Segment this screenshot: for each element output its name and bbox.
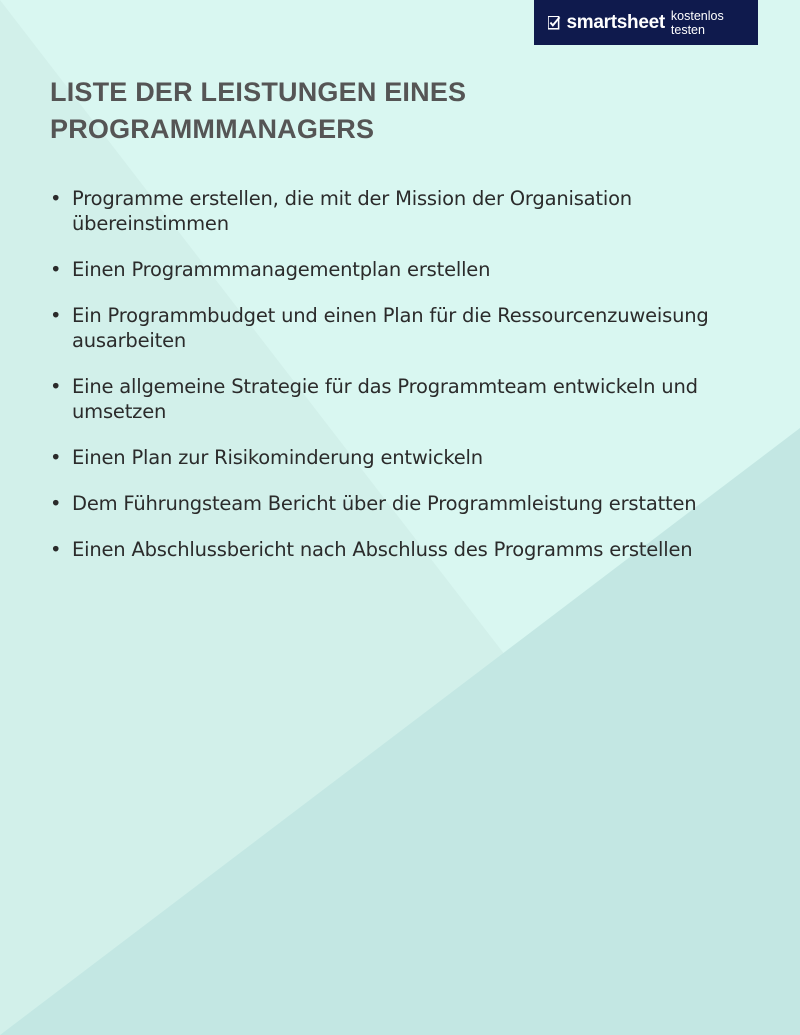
list-item	[50, 491, 760, 516]
list-item	[50, 445, 760, 470]
list-item-text: Ein Programmbudget und einen Plan für die Ressourcenzuweisung ausarbeiten	[72, 304, 709, 352]
smartsheet-logo-text: smartsheet	[566, 11, 665, 33]
list-item	[50, 186, 760, 236]
list-item-text: Eine allgemeine Strategie für das Programmteam entwickeln und umsetzen	[72, 375, 698, 423]
list-item	[50, 374, 760, 424]
bullet-icon: •	[50, 258, 62, 281]
list-item-text: Dem Führungsteam Bericht über die Programmleistung erstatten	[72, 492, 697, 515]
bullet-icon: •	[50, 492, 62, 515]
page-title: LISTE DER LEISTUNGEN EINES PROGRAMMMANAGERS	[50, 77, 467, 144]
bullet-icon: •	[50, 446, 62, 469]
responsibilities-list	[50, 186, 760, 583]
smartsheet-trial-button[interactable]	[534, 0, 758, 45]
list-item-text: Einen Programmmanagementplan erstellen	[72, 258, 491, 281]
list-item	[50, 303, 760, 353]
list-item-text: Einen Plan zur Risikominderung entwickeln	[72, 446, 483, 469]
list-item	[50, 537, 760, 562]
bullet-icon: •	[50, 375, 62, 398]
smartsheet-logo-icon	[548, 16, 562, 30]
list-item	[50, 257, 760, 282]
bullet-icon: •	[50, 538, 62, 561]
list-item-text: Einen Abschlussbericht nach Abschluss des Programms erstellen	[72, 538, 693, 561]
bullet-icon: •	[50, 304, 62, 327]
trial-cta-label: kostenlos testen	[670, 8, 724, 37]
bullet-icon: •	[50, 187, 62, 210]
list-item-text: Programme erstellen, die mit der Mission der Organisation übereinstimmen	[72, 187, 632, 235]
